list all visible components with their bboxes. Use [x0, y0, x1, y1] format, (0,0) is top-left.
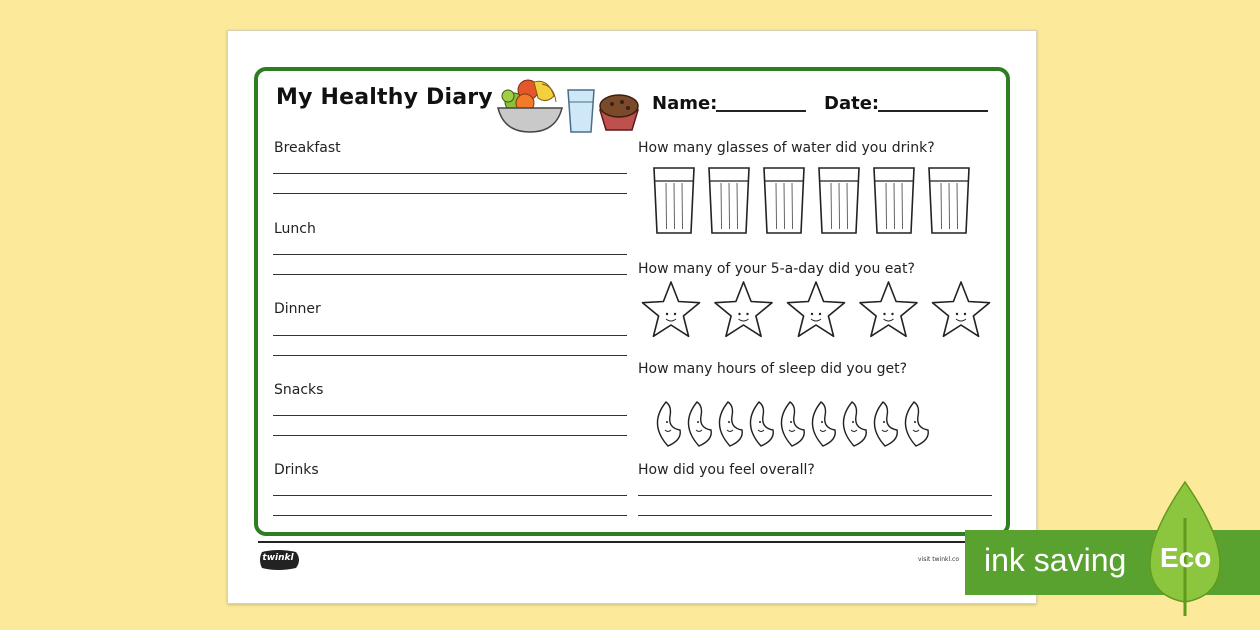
writing-line[interactable] — [273, 193, 627, 194]
writing-line[interactable] — [273, 173, 627, 174]
eco-label: Eco — [1160, 542, 1212, 573]
sleep-question: How many hours of sleep did you get? — [638, 361, 908, 377]
breakfast-label: Breakfast — [274, 140, 341, 156]
feel-question: How did you feel overall? — [638, 462, 815, 478]
glass-icon[interactable] — [929, 168, 969, 233]
moon-icon[interactable] — [657, 402, 680, 446]
star-icon[interactable] — [933, 282, 990, 336]
writing-line[interactable] — [273, 495, 627, 496]
snacks-label: Snacks — [274, 382, 324, 398]
footer-divider — [258, 541, 1002, 543]
dinner-label: Dinner — [274, 301, 321, 317]
moon-icon[interactable] — [874, 402, 897, 446]
moons-row — [648, 400, 938, 450]
date-line[interactable] — [878, 110, 988, 112]
stars-row — [640, 280, 992, 342]
glass-icon[interactable] — [764, 168, 804, 233]
moon-icon[interactable] — [812, 402, 835, 446]
star-icon[interactable] — [788, 282, 845, 336]
writing-line[interactable] — [273, 435, 627, 436]
lunch-label: Lunch — [274, 221, 316, 237]
fruit-bowl-icon — [498, 80, 562, 132]
five-a-day-question: How many of your 5-a-day did you eat? — [638, 261, 915, 277]
star-icon[interactable] — [860, 282, 917, 336]
moon-icon[interactable] — [750, 402, 773, 446]
writing-line[interactable] — [273, 515, 627, 516]
twinkl-logo-text: twinkl — [262, 553, 294, 563]
writing-line[interactable] — [638, 515, 992, 516]
star-icon[interactable] — [715, 282, 772, 336]
cupcake-icon — [600, 95, 638, 130]
writing-line[interactable] — [638, 495, 992, 496]
ink-saving-label: ink saving — [984, 542, 1127, 578]
name-label: Name: — [652, 93, 718, 114]
moon-icon[interactable] — [719, 402, 742, 446]
moon-icon[interactable] — [781, 402, 804, 446]
glass-icon[interactable] — [874, 168, 914, 233]
writing-line[interactable] — [273, 415, 627, 416]
moon-icon[interactable] — [688, 402, 711, 446]
moon-icon[interactable] — [905, 402, 928, 446]
visit-link[interactable]: visit twinkl.co — [918, 556, 960, 563]
glass-icon[interactable] — [709, 168, 749, 233]
glass-icon[interactable] — [654, 168, 694, 233]
writing-line[interactable] — [273, 274, 627, 275]
moon-icon[interactable] — [843, 402, 866, 446]
drinks-label: Drinks — [274, 462, 319, 478]
star-icon[interactable] — [643, 282, 700, 336]
water-question: How many glasses of water did you drink? — [638, 140, 935, 156]
date-label: Date: — [824, 93, 880, 114]
writing-line[interactable] — [273, 254, 627, 255]
writing-line[interactable] — [273, 335, 627, 336]
writing-line[interactable] — [273, 355, 627, 356]
worksheet-title: My Healthy Diary — [276, 85, 493, 110]
name-line[interactable] — [716, 110, 806, 112]
healthy-food-illustration — [496, 74, 644, 136]
glass-icon[interactable] — [819, 168, 859, 233]
water-glass-icon — [568, 90, 594, 132]
water-glasses-row — [650, 165, 980, 237]
